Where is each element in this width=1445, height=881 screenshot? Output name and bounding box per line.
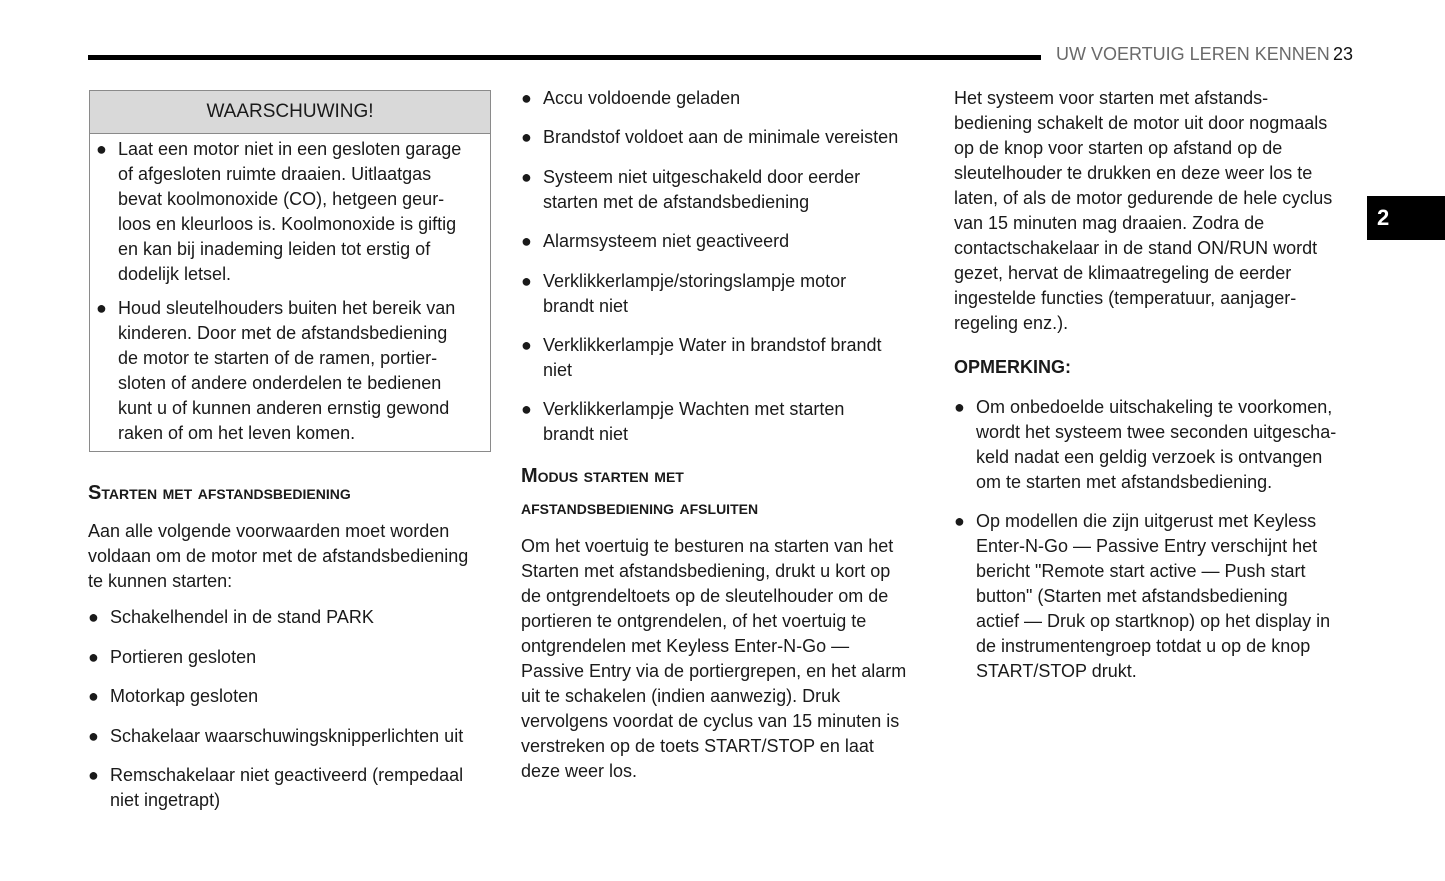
bullet-icon: ● [88, 726, 99, 746]
section-heading: Modus starten met afstandsbediening afsluiten [521, 465, 759, 519]
bullet-icon: ● [954, 397, 965, 417]
bullet-icon: ● [521, 88, 532, 108]
bullet-icon: ● [88, 686, 99, 706]
section-heading: Starten met afstandsbediening [88, 482, 351, 504]
bullet-icon: ● [96, 298, 107, 318]
warning-title: WAARSCHUWING! [90, 91, 490, 134]
note-label: OPMERKING: [954, 357, 1071, 377]
intro-paragraph: Aan alle volgende voorwaarden moet worden voldaan om de motor met de afstandsbediening te kunnen starten: [88, 521, 469, 591]
section-title: UW VOERTUIG LEREN KENNEN [1056, 44, 1330, 64]
bullet-icon: ● [88, 607, 99, 627]
bullet-icon: ● [521, 335, 532, 355]
header-rule [88, 55, 1041, 60]
bullet-icon: ● [96, 139, 107, 159]
body-paragraph: Het systeem voor starten met afstands- bediening schakelt de motor uit door nogmaals op de knop voor starten op afstand op de sleutelhouder te drukken en deze weer los te laten, of als de motor gedurende de hele cyclus van 15 minuten mag draaien. Zodra de contactschakelaar in de stand ON/RUN wordt gezet, hervat de klimaatregeling de eerder ingestelde functies (temperatuur, aanjager- regeling enz.). [954, 88, 1333, 333]
bullet-icon: ● [521, 127, 532, 147]
body-paragraph: Om het voertuig te besturen na starten van het Starten met afstandsbediening, drukt u kort op de ontgrendeltoets op de sleutelhouder om de portieren te ontgrendelen, of het voertuig te ontgrendelen met Keyless Enter-N-Go — Passive Entry via de portiergrepen, en het alarm uit te schakelen (indien aanwezig). Druk vervolgens voordat de cyclus van 15 minuten is verstreken op de toets START/STOP en laat deze weer los. [521, 536, 907, 781]
chapter-tab: 2 [1367, 196, 1445, 240]
bullet-icon: ● [521, 399, 532, 419]
bullet-icon: ● [88, 647, 99, 667]
bullet-icon: ● [521, 231, 532, 251]
bullet-icon: ● [521, 167, 532, 187]
bullet-icon: ● [954, 511, 965, 531]
page-number: 23 [1333, 44, 1354, 64]
bullet-icon: ● [88, 765, 99, 785]
bullet-icon: ● [521, 271, 532, 291]
